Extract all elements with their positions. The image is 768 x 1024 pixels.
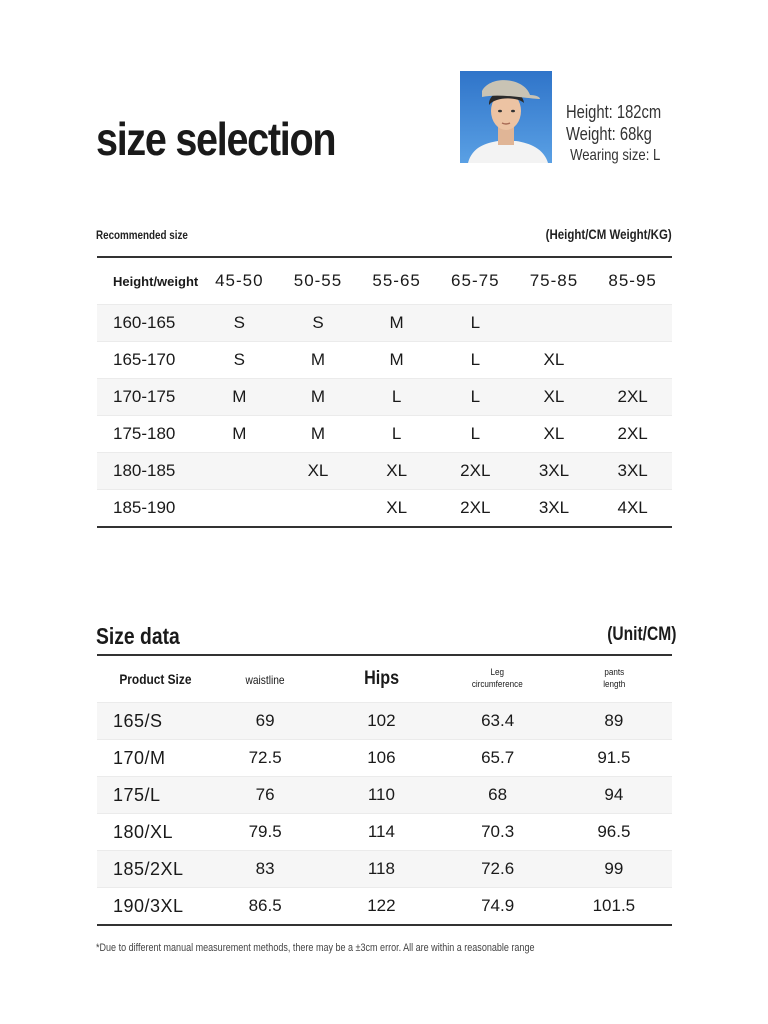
model-info [566,101,661,167]
recommended-size-table [97,256,672,528]
table-row [97,888,672,926]
size-cell: L [391,424,402,443]
size-cell: L [470,350,481,369]
size-cell [279,490,358,528]
model-photo [460,71,552,163]
measure-cell: 89 [604,711,624,730]
measure-cell: 102 [367,711,396,730]
height-range-cell: 175-180 [113,424,176,443]
header-hips-label: Hips [363,668,399,689]
table-row [97,740,672,777]
header-weight-range: 75-85 [529,271,579,290]
table-row [97,453,672,490]
size-cell: S [312,313,324,332]
header-product-size-label: Product Size [119,671,192,687]
size-cell: 2XL [460,498,491,517]
size-cell: 3XL [617,461,648,480]
size-cell [515,305,594,342]
product-size-cell: 175/L [113,784,161,805]
model-portrait-image [460,71,552,163]
size-cell: S [233,350,245,369]
size-data-title: Size data [96,623,180,649]
measure-cell: 106 [367,748,396,767]
measure-cell: 79.5 [248,822,282,841]
size-cell: 2XL [460,461,491,480]
size-cell: 3XL [538,461,570,480]
table-row [97,490,672,528]
size-cell: L [391,387,402,406]
header-waistline-label: waistline [245,673,285,687]
size-cell: L [470,387,481,406]
height-range-cell: 185-190 [113,498,176,517]
measure-cell: 76 [255,785,275,804]
measure-cell: 91.5 [597,748,631,767]
height-range-cell: 165-170 [113,350,176,369]
model-height: Height: 182cm [566,102,662,122]
size-cell: 4XL [617,498,648,517]
measure-cell: 94 [604,785,624,804]
recommended-size-label: Recommended size [96,228,188,242]
product-size-cell: 185/2XL [113,858,184,879]
measure-cell: 114 [367,822,395,841]
height-range-cell: 170-175 [113,387,176,406]
size-cell: M [232,387,247,406]
table-header-row [97,257,672,305]
measure-cell: 63.4 [481,711,515,730]
size-cell: XL [386,461,408,480]
size-cell: 3XL [538,498,570,517]
size-cell: XL [543,424,565,443]
size-cell: XL [386,498,408,517]
measurement-note: *Due to different manual measurement methods, there may be a ±3cm error. All are within a reasonable range [96,942,535,954]
measure-cell: 68 [488,785,508,804]
header-pants-label [603,666,625,690]
measure-cell: 86.5 [248,896,282,915]
measure-cell: 122 [367,896,396,915]
table-row [97,777,672,814]
product-size-cell: 190/3XL [113,895,184,916]
table-row [97,814,672,851]
measure-cell: 118 [367,859,395,878]
size-data-table [97,654,672,926]
table-row [97,851,672,888]
table-header-row [97,655,672,703]
size-cell: M [389,350,404,369]
recommended-unit-label: (Height/CM Weight/KG) [545,226,672,242]
size-data-unit: (Unit/CM) [606,624,676,645]
measure-cell: 72.6 [481,859,515,878]
size-cell [593,305,672,342]
size-cell [200,453,279,490]
size-cell: L [470,424,481,443]
size-cell: S [233,313,245,332]
size-cell: XL [307,461,329,480]
header-weight-range: 85-95 [608,271,657,290]
table-row [97,342,672,379]
product-size-cell: 165/S [113,710,163,731]
header-leg-line-2: circumference [472,679,524,689]
size-cell: XL [543,350,565,369]
header-hips [323,655,439,703]
header-pants-length [556,655,672,703]
header-waistline [207,655,323,703]
measure-cell: 110 [367,785,395,804]
page-title: size selection [96,113,336,165]
measure-cell: 74.9 [481,896,515,915]
header-weight-range: 65-75 [451,271,500,290]
table-row [97,416,672,453]
header-height-weight: Height/weight [113,273,199,289]
header-weight-range: 50-55 [293,271,343,290]
measure-cell: 99 [604,859,624,878]
size-cell: M [310,424,326,443]
size-cell: XL [543,387,565,406]
size-cell: M [389,313,404,332]
size-cell: M [310,350,326,369]
header-leg-line-1: Leg [490,667,505,677]
header-weight-range: 55-65 [372,271,421,290]
size-cell: 2XL [617,387,648,406]
measure-cell: 101.5 [592,896,636,915]
product-size-cell: 180/XL [113,821,174,842]
measure-cell: 72.5 [248,748,282,767]
size-cell [200,490,279,528]
table-row [97,305,672,342]
header-weight-range: 45-50 [215,271,264,290]
table-row [97,703,672,740]
table-row [97,379,672,416]
height-range-cell: 180-185 [113,461,176,480]
header-pants-line-1: pants [603,667,624,677]
header-product-size [97,655,207,703]
measure-cell: 70.3 [481,822,515,841]
header-pants-line-2: length [602,679,625,689]
header-leg-label [472,666,523,690]
size-cell: M [232,424,247,443]
model-wearing-size: Wearing size: L [570,147,661,164]
measure-cell: 65.7 [481,748,515,767]
measure-cell: 83 [255,859,275,878]
size-cell [593,342,672,379]
size-cell: L [470,313,481,332]
measure-cell: 69 [255,711,275,730]
size-cell: 2XL [617,424,648,443]
measure-cell: 96.5 [597,822,631,841]
size-cell: M [310,387,326,406]
product-size-cell: 170/M [113,747,166,768]
height-range-cell: 160-165 [113,313,176,332]
model-weight: Weight: 68kg [566,124,652,144]
header-leg-circumference [440,655,556,703]
